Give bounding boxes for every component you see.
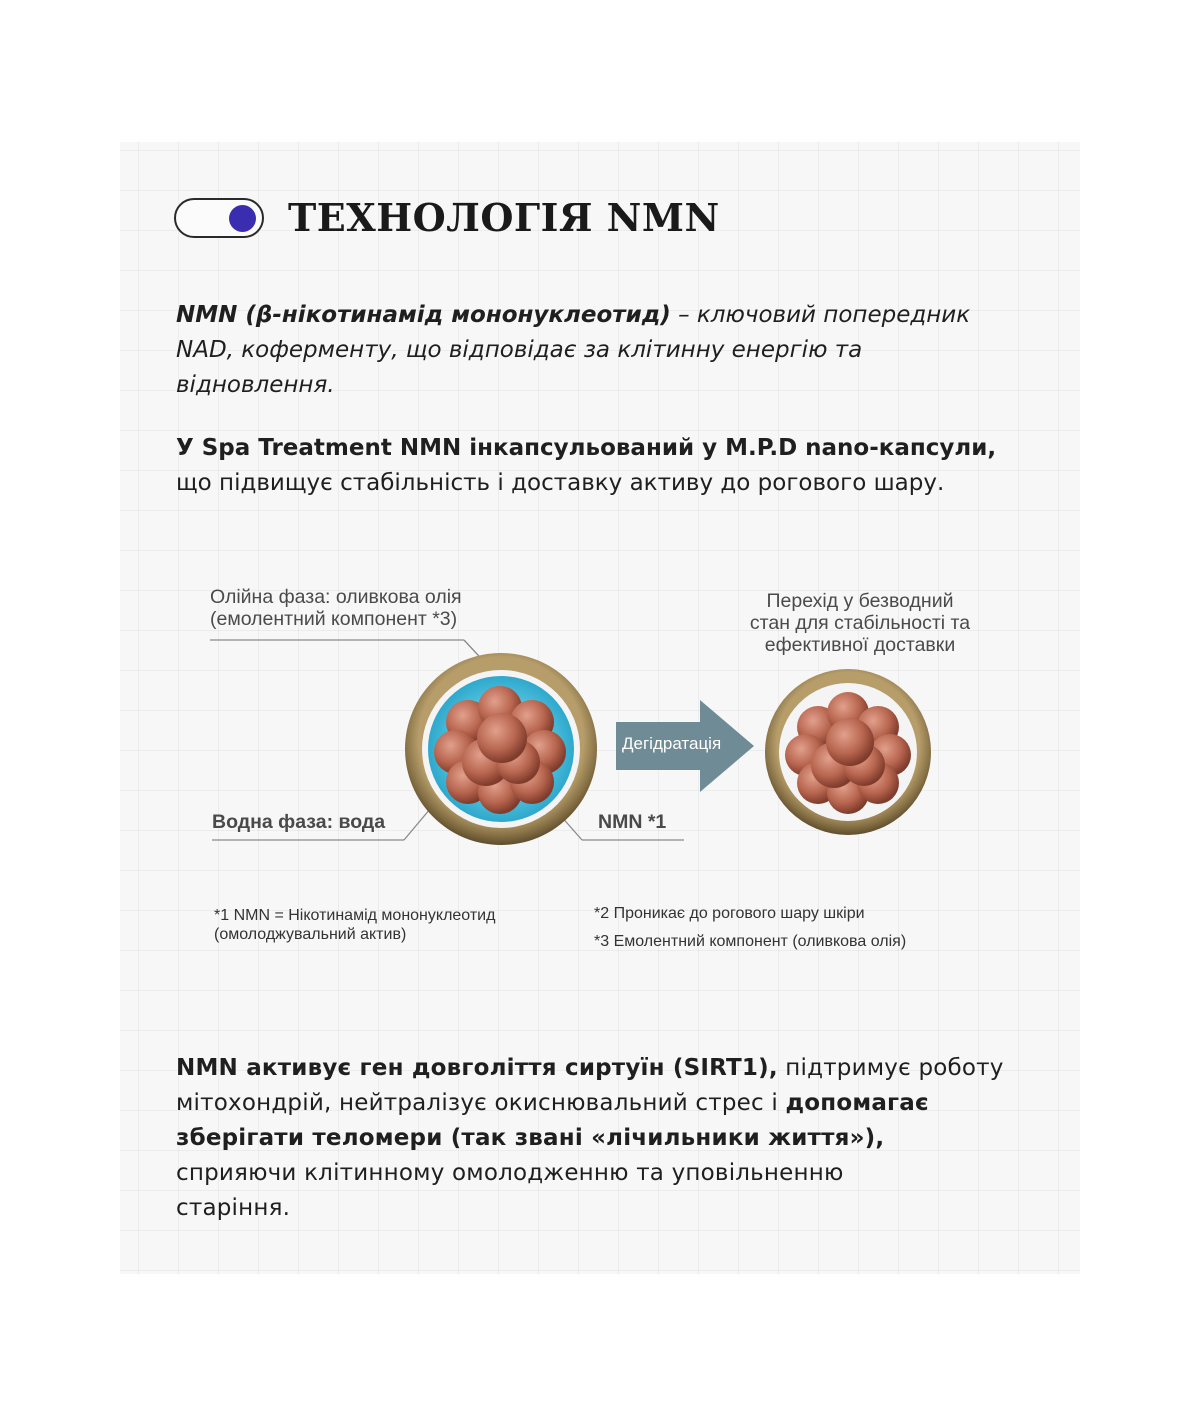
nmn-cluster-left: [434, 686, 566, 814]
encapsulation-paragraph: У Spa Treatment NMN інкапсульований у M.P.D nano-капсули, що підвищує стабільність і доставку активу до рогового шару.: [176, 435, 997, 496]
dehydration-label: Дегідратація: [622, 734, 722, 753]
dehydrated-capsule: [765, 669, 931, 835]
transition-label: Перехід у безводний стан для стабільності та ефективної доставки: [749, 590, 971, 656]
nmn-label: NMN *1: [598, 811, 667, 833]
oil-phase-label: Олійна фаза: оливкова олія (емолентний компонент *3): [210, 586, 462, 630]
hydrated-capsule: [405, 653, 597, 845]
footnote-3: *3 Емолентний компонент (оливкова олія): [594, 933, 907, 950]
footnote-2: *2 Проникає до рогового шару шкіри: [594, 905, 865, 922]
water-phase-label: Водна фаза: вода: [212, 811, 386, 833]
benefits-paragraph: NMN активує ген довголіття сиртуїн (SIRT1), підтримує роботу мітохондрій, нейтралізує окиснювальний стрес і допомагає зберігати теломери (так звані «лічильники життя»), сприяючи клітинному омолодженню та уповільненню старіння.: [176, 1055, 1004, 1221]
footnote-1: *1 NMN = Нікотинамід мононуклеотид (омолоджувальний актив): [214, 907, 496, 943]
page-title: ТЕХНОЛОГІЯ NMN: [288, 195, 720, 240]
nmn-definition-term: NMN (β-нікотинамід мононуклеотид): [176, 302, 671, 328]
intro-paragraph: NMN (β-нікотинамід мононуклеотид) – ключовий попередник NAD, коферменту, що відповідає за клітинну енергію та відновлення.: [176, 302, 971, 398]
